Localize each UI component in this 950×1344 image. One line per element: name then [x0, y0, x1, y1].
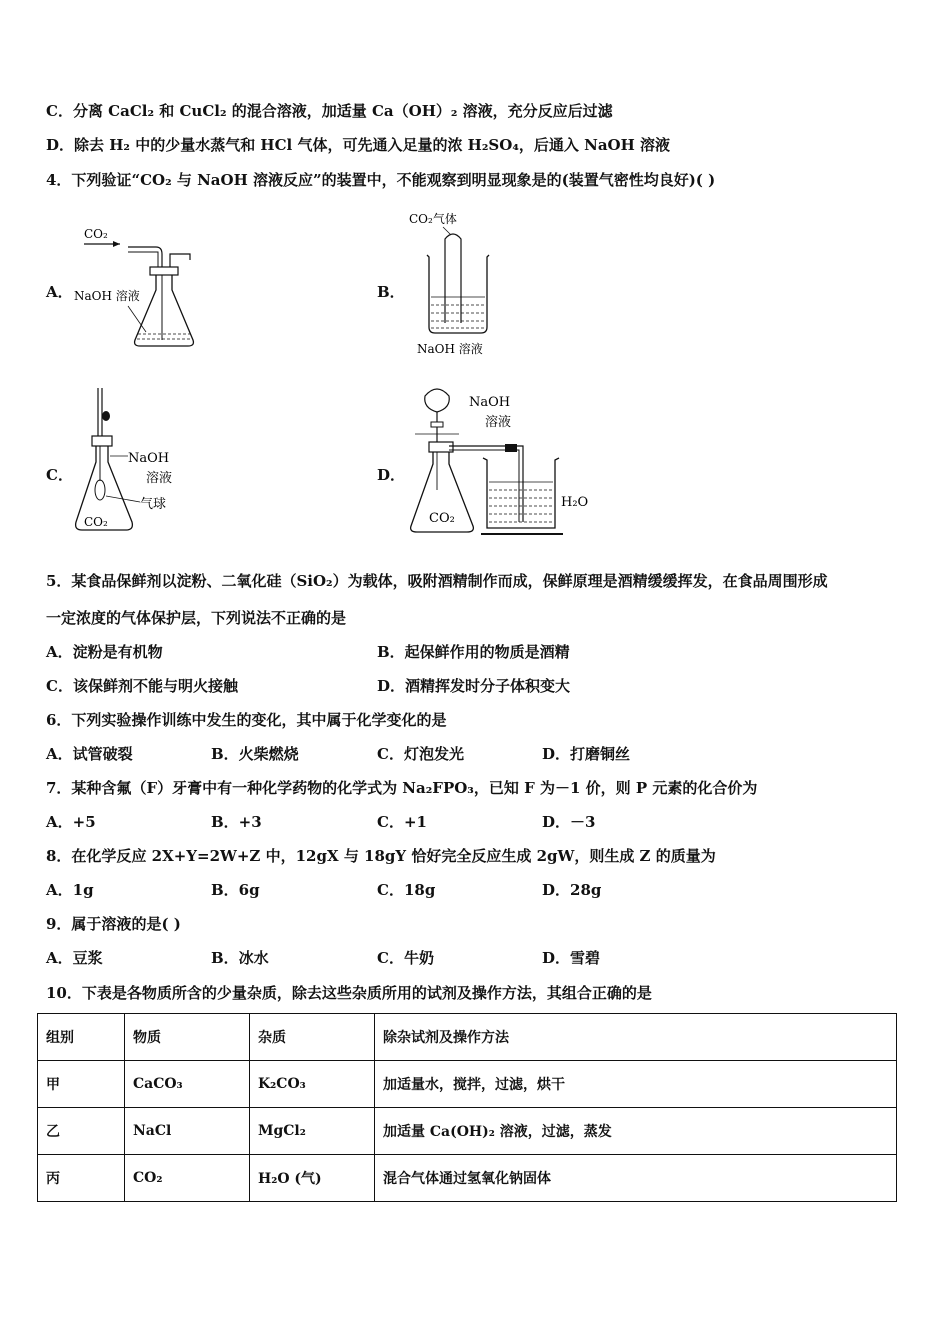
q5-option-c: C．该保鲜剂不能与明火接触 [46, 677, 238, 695]
q7-option-a: A．+5 [46, 813, 96, 831]
impurity-table [37, 1013, 897, 1202]
q8-option-c: C．18g [377, 881, 436, 899]
table-cell: MgCl₂ [250, 1108, 375, 1155]
q7-option-b: B．+3 [211, 813, 262, 831]
question-7: 7．某种含氟（F）牙膏中有一种化学药物的化学式为 Na₂FPO₃，已知 F 为－1 价，则 P 元素的化合价为 [46, 779, 758, 797]
q6-option-d: D．打磨铜丝 [542, 745, 631, 763]
q6-option-a: A．试管破裂 [46, 745, 133, 763]
q4-label-c: C． [46, 466, 73, 484]
q3-option-d: D．除去 H₂ 中的少量水蒸气和 HCl 气体，可先通入足量的浓 H₂SO₄，后通入 NaOH 溶液 [46, 136, 670, 154]
table-header-cell: 物质 [125, 1014, 250, 1061]
q5-option-d: D．酒精挥发时分子体积变大 [377, 677, 571, 695]
question-5-line1: 5．某食品保鲜剂以淀粉、二氧化硅（SiO₂）为载体，吸附酒精制作而成，保鲜原理是酒精缓缓挥发，在食品周围形成 [46, 572, 828, 590]
question-4: 4．下列验证“CO₂ 与 NaOH 溶液反应”的装置中，不能观察到明显现象是的(装置气密性均良好)( ) [46, 171, 716, 189]
q4-label-b: B． [377, 283, 405, 301]
table-header-row [38, 1014, 897, 1061]
q4-figure-d [405, 382, 589, 542]
c-co2-label: CO₂ [84, 515, 108, 529]
q5-option-a: A．淀粉是有机物 [46, 643, 163, 661]
q8-option-b: B．6g [211, 881, 260, 899]
table-header-cell: 杂质 [250, 1014, 375, 1061]
q4-label-a: A． [46, 283, 73, 301]
balloon-label: 气球 [140, 497, 167, 512]
q5-option-b: B．起保鲜作用的物质是酒精 [377, 643, 570, 661]
table-cell: 混合气体通过氢氧化钠固体 [375, 1155, 897, 1202]
question-10: 10．下表是各物质所含的少量杂质，除去这些杂质所用的试剂及操作方法，其组合正确的是 [46, 984, 652, 1002]
q8-option-d: D．28g [542, 881, 602, 899]
table-cell: 加适量水，搅拌，过滤，烘干 [375, 1061, 897, 1108]
c-solution-label: 溶液 [146, 471, 173, 486]
table-row [38, 1108, 897, 1155]
table-header-cell: 除杂试剂及操作方法 [375, 1014, 897, 1061]
question-8: 8．在化学反应 2X+Y=2W+Z 中，12gX 与 18gY 恰好完全反应生成 2gW，则生成 Z 的质量为 [46, 847, 716, 865]
table-header-cell: 组别 [38, 1014, 125, 1061]
question-9: 9．属于溶液的是( ) [46, 915, 181, 933]
d-naoh-label: NaOH [469, 395, 511, 410]
naoh-solution-label: NaOH 溶液 [74, 289, 140, 303]
co2-label: CO₂ [84, 227, 108, 241]
c-naoh-label: NaOH [128, 451, 170, 466]
q7-option-c: C．+1 [377, 813, 427, 831]
d-h2o-label: H₂O [561, 495, 589, 510]
q9-option-b: B．冰水 [211, 949, 269, 967]
table-cell: H₂O (气) [250, 1155, 375, 1202]
q4-figure-a [70, 222, 200, 357]
naoh-solution-label: NaOH 溶液 [417, 342, 483, 356]
d-co2-label: CO₂ [429, 511, 455, 526]
table-cell: CaCO₃ [125, 1061, 250, 1108]
q9-option-c: C．牛奶 [377, 949, 434, 967]
q8-option-a: A．1g [46, 881, 94, 899]
q6-option-c: C．灯泡发光 [377, 745, 464, 763]
q6-option-b: B．火柴燃烧 [211, 745, 299, 763]
question-5-line2: 一定浓度的气体保护层，下列说法不正确的是 [46, 609, 347, 627]
q7-option-d: D．－3 [542, 813, 596, 831]
q3-option-c: C．分离 CaCl₂ 和 CuCl₂ 的混合溶液，加适量 Ca（OH）₂ 溶液，充分反应后过滤 [46, 102, 613, 120]
d-solution-label: 溶液 [485, 415, 512, 430]
q9-option-a: A．豆浆 [46, 949, 103, 967]
table-cell: NaCl [125, 1108, 250, 1155]
q4-label-d: D． [377, 466, 406, 484]
co2-gas-label: CO₂气体 [409, 212, 457, 226]
table-cell: CO₂ [125, 1155, 250, 1202]
q4-figure-b [405, 205, 515, 360]
table-cell: 甲 [38, 1061, 125, 1108]
question-6: 6．下列实验操作训练中发生的变化，其中属于化学变化的是 [46, 711, 447, 729]
table-row [38, 1061, 897, 1108]
table-cell: 加适量 Ca(OH)₂ 溶液，过滤，蒸发 [375, 1108, 897, 1155]
q9-option-d: D．雪碧 [542, 949, 601, 967]
table-cell: 乙 [38, 1108, 125, 1155]
q4-figure-c [70, 386, 190, 536]
table-cell: 丙 [38, 1155, 125, 1202]
table-cell: K₂CO₃ [250, 1061, 375, 1108]
table-row [38, 1155, 897, 1202]
